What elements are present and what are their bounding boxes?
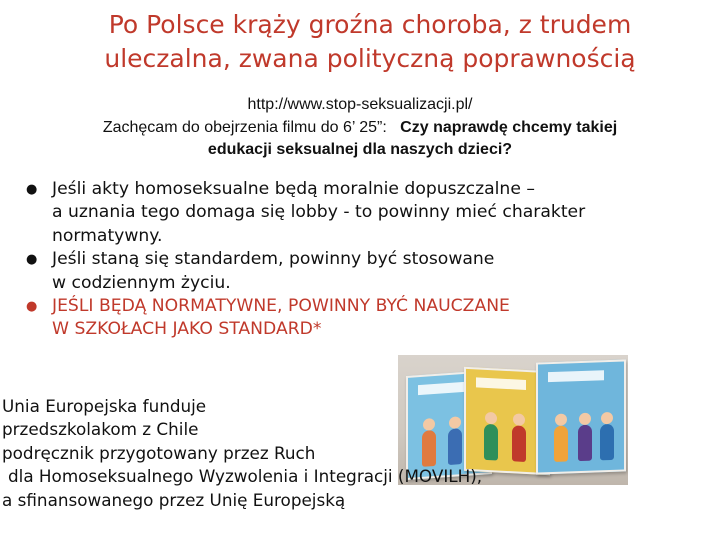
body-line: Unia Europejska funduje bbox=[2, 396, 207, 416]
bullet-line: Jeśli staną się standardem, powinny być stosowane bbox=[52, 249, 495, 270]
body-line: a sfinansowanego przez Unię Europejską bbox=[2, 489, 346, 510]
bullet-item bbox=[26, 178, 706, 248]
bullet-line: Jeśli akty homoseksualne będą moralnie dopuszczalne – bbox=[52, 179, 535, 199]
title-line-2: uleczalna, zwana polityczną poprawnością bbox=[104, 44, 636, 73]
source-url[interactable]: http://www.stop-seksualizacji.pl/ bbox=[247, 96, 473, 113]
invite-lead: Zachęcam do obejrzenia filmu do 6’ 25”: bbox=[102, 119, 387, 136]
body-paragraph bbox=[2, 395, 712, 512]
bullet-line: w codziennym życiu. bbox=[52, 272, 231, 293]
bullet-list bbox=[26, 178, 706, 342]
bullet-line: a uznania tego domaga się lobby - to powinny mieć charakter bbox=[52, 202, 586, 223]
body-line: przedszkolakom z Chile bbox=[2, 419, 199, 440]
bullet-dot-icon: ● bbox=[26, 182, 38, 197]
bullet-line: normatywny. bbox=[52, 225, 163, 246]
invite-question-2: edukacji seksualnej dla naszych dzieci? bbox=[207, 141, 513, 158]
bullet-dot-icon: ● bbox=[26, 252, 38, 268]
slide-title bbox=[40, 8, 700, 76]
invite-text bbox=[10, 117, 710, 161]
invite-question-1: Czy naprawdę chcemy takiej bbox=[400, 119, 618, 136]
bullet-item bbox=[26, 248, 706, 295]
body-line: podręcznik przygotowany przez Ruch bbox=[2, 442, 316, 463]
bullet-line: W SZKOŁACH JAKO STANDARD* bbox=[52, 319, 322, 340]
bullet-item-highlight bbox=[26, 295, 706, 342]
title-line-1: Po Polsce krąży groźna choroba, z trudem bbox=[108, 10, 632, 39]
bullet-dot-icon: ● bbox=[26, 299, 38, 315]
bullet-line: JEŚLI BĘDĄ NORMATYWNE, POWINNY BYĆ NAUCZANE bbox=[52, 296, 510, 317]
body-line: dla Homoseksualnego Wyzwolenia i Integracji (MOVILH), bbox=[8, 466, 483, 487]
